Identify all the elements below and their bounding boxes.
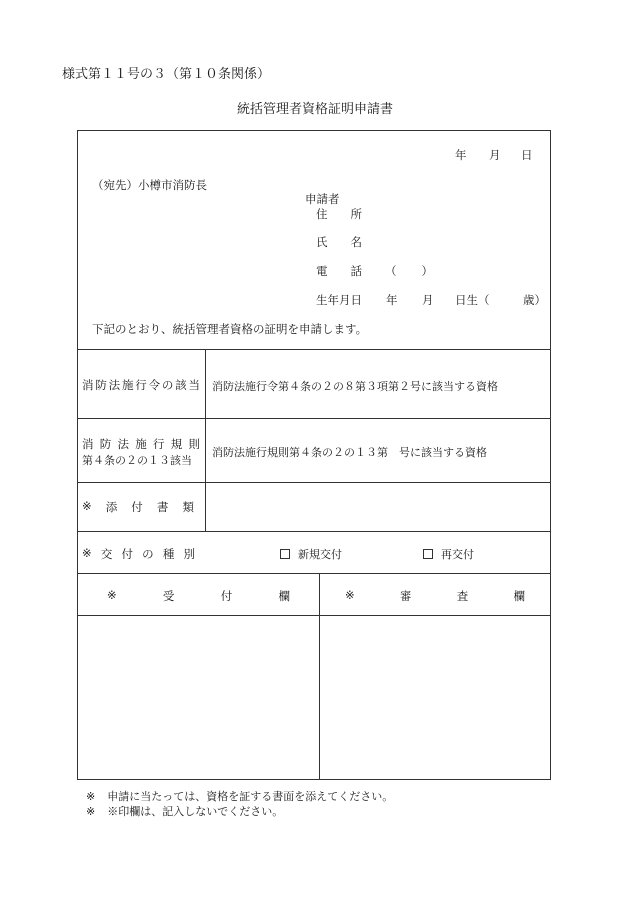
attached-documents-label: ※ 添 付 書 類 [82, 499, 194, 514]
new-issuance-option[interactable] [280, 546, 342, 562]
age-label: 歳） [523, 293, 546, 307]
birth-day: 日生（ [455, 293, 490, 307]
address-label: 住 所 [316, 207, 362, 221]
checkbox-icon[interactable] [280, 549, 290, 559]
rule-applicability-value: 消防法施行規則第４条の２の１３第 号に該当する資格 [212, 446, 487, 459]
rule-applicability-label-line2: 第４条の２の１３該当 [82, 454, 192, 467]
divider [77, 418, 551, 419]
birth-year: 年 [386, 293, 398, 307]
review-column-header: ※ 審 査 欄 [345, 588, 525, 603]
applicant-label: 申請者 [305, 192, 340, 206]
phone-parentheses: （ ） [385, 264, 433, 278]
name-label: 氏 名 [316, 235, 362, 249]
date-year: 年 [455, 148, 467, 162]
divider [77, 349, 551, 350]
receipt-review-divider [319, 573, 320, 780]
application-statement: 下記のとおり、統括管理者資格の証明を申請します。 [92, 322, 368, 336]
document-title: 統括管理者資格証明申請書 [236, 102, 393, 117]
divider [77, 615, 551, 616]
form-number: 様式第１１号の３（第１０条関係） [62, 67, 271, 82]
checkbox-icon[interactable] [423, 549, 433, 559]
phone-label: 電 話 [316, 264, 362, 278]
issuance-type-label: ※ 交 付 の 種 別 [82, 546, 195, 561]
note-2: ※ ※印欄は、記入しないでください。 [86, 805, 284, 818]
birth-month: 月 [422, 293, 434, 307]
addressee: （宛先）小樽市消防長 [92, 178, 207, 192]
date-month: 月 [489, 148, 501, 162]
receipt-column-header: ※ 受 付 欄 [107, 588, 290, 603]
label-column-divider [205, 349, 206, 531]
reissuance-option[interactable] [423, 546, 474, 562]
divider [77, 573, 551, 574]
order-applicability-value: 消防法施行令第４条の２の８第３項第２号に該当する資格 [212, 380, 498, 393]
divider [77, 531, 551, 532]
rule-applicability-label: 消 防 法 施 行 規 則 [82, 437, 200, 451]
birth-date-label: 生年月日 [316, 293, 362, 307]
order-applicability-label: 消 防 法 施 行 令 の 該 当 [82, 378, 200, 392]
reissuance-label: 再交付 [441, 548, 474, 561]
note-1: ※ 申請に当たっては、資格を証する書面を添えてください。 [86, 790, 394, 803]
divider [77, 482, 551, 483]
date-day: 日 [521, 148, 533, 162]
new-issuance-label: 新規交付 [298, 548, 342, 561]
